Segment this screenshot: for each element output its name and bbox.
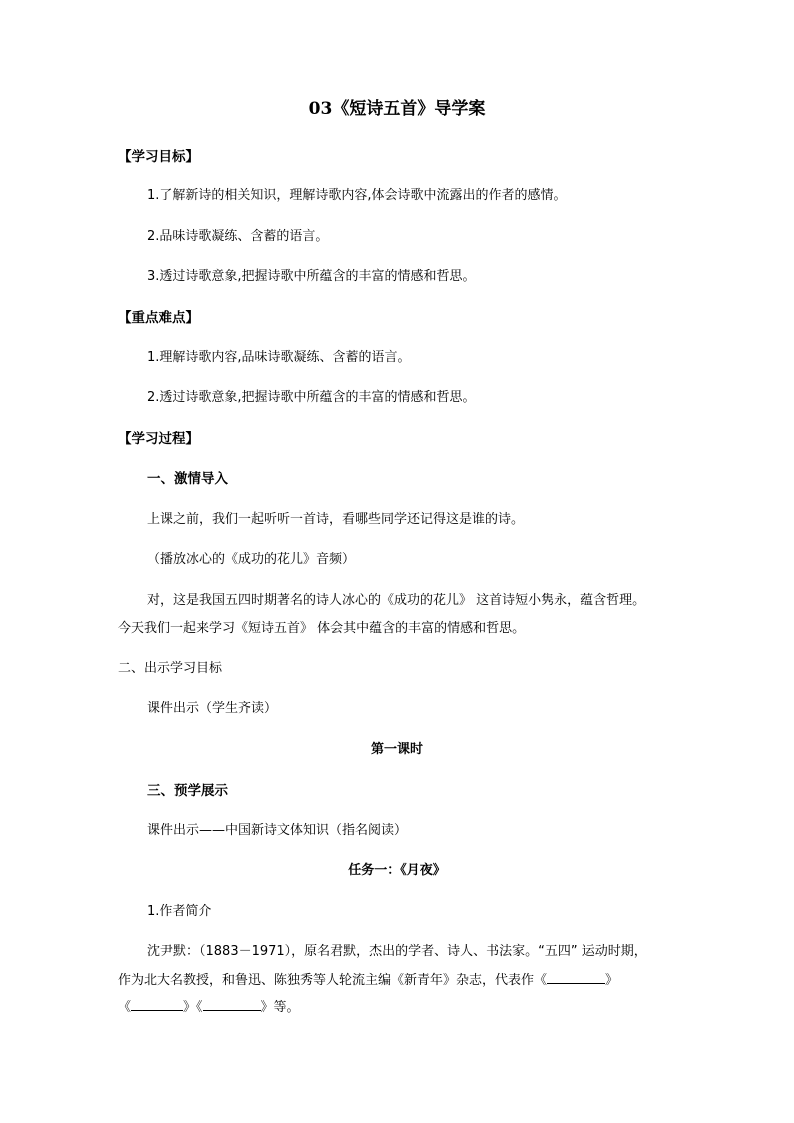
objective-item-1: 1.了解新诗的相关知识，理解诗歌内容,体会诗歌中流露出的作者的感情。	[147, 188, 567, 203]
key-points-heading: 【重点难点】	[118, 310, 199, 326]
author-bio-line-1: 沈尹默：（1883－1971），原名君默，杰出的学者、诗人、书法家。“五四” 运动时期，	[147, 944, 647, 959]
section-2-heading: 二、出示学习目标	[118, 661, 223, 676]
author-bio-line-3-open: 《	[118, 1000, 132, 1015]
author-bio-line-2-prefix: 作为北大名教授，和鲁迅、陈独秀等人轮流主编《新青年》杂志，代表作《	[118, 973, 548, 988]
objective-item-3: 3.透过诗歌意象,把握诗歌中所蕴含的丰富的情感和哲思。	[147, 269, 476, 284]
section-1-heading: 一、激情导入	[147, 471, 228, 487]
page-title: 03《短诗五首》导学案	[308, 99, 486, 119]
author-bio-line-2-suffix: 》	[605, 973, 619, 988]
key-point-item-2: 2.透过诗歌意象,把握诗歌中所蕴含的丰富的情感和哲思。	[147, 390, 476, 405]
lesson-title: 第一课时	[370, 742, 423, 757]
section-2-paragraph-1: 课件出示（学生齐读）	[147, 701, 278, 716]
section-3-heading: 三、预学展示	[147, 783, 228, 799]
section-1-paragraph-1: 上课之前，我们一起听听一首诗，看哪些同学还记得这是谁的诗。	[147, 512, 525, 527]
process-heading: 【学习过程】	[118, 431, 199, 447]
fill-blank-1[interactable]	[547, 971, 605, 984]
author-bio-line-3-end: 》等。	[260, 1000, 300, 1015]
fill-blank-3[interactable]	[203, 998, 261, 1011]
section-1-paragraph-3-line-1: 对，这是我国五四时期著名的诗人冰心的《成功的花儿》 这首诗短小隽永，蕴含哲理。	[147, 593, 646, 608]
fill-blank-2[interactable]	[131, 998, 183, 1011]
author-bio-line-3-mid: 》《	[183, 1000, 203, 1015]
section-1-paragraph-2: （播放冰心的《成功的花儿》音频）	[147, 552, 356, 567]
author-intro-subheading: 1.作者简介	[147, 904, 212, 919]
objectives-heading: 【学习目标】	[118, 149, 199, 165]
section-3-paragraph-1: 课件出示——中国新诗文体知识（指名阅读）	[147, 823, 408, 838]
key-point-item-1: 1.理解诗歌内容,品味诗歌凝练、含蓄的语言。	[147, 350, 411, 365]
objective-item-2: 2.品味诗歌凝练、含蓄的语言。	[147, 229, 329, 244]
author-bio-line-2	[118, 971, 618, 990]
task-title: 任务一：《月夜》	[348, 863, 446, 878]
section-1-paragraph-3-line-2: 今天我们一起来学习《短诗五首》 体会其中蕴含的丰富的情感和哲思。	[118, 621, 526, 636]
author-bio-line-3	[118, 998, 300, 1017]
